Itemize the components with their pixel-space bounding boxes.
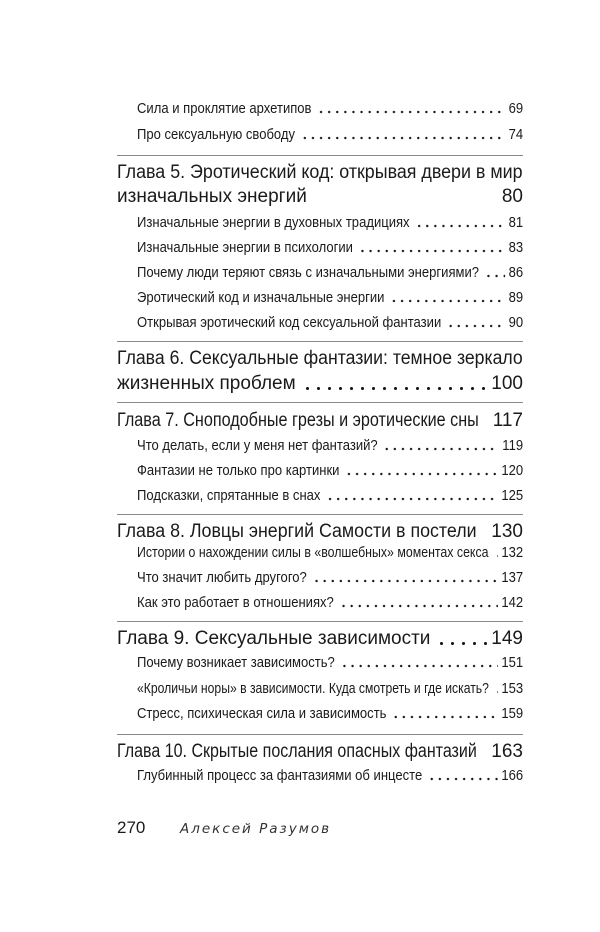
toc-entry-title: Почему люди теряют связь с изначальными энергиями? [137, 265, 480, 281]
toc-entry-page: 69 [508, 101, 524, 117]
toc-entry[interactable] [137, 654, 523, 671]
dot-leader [312, 569, 498, 583]
chapter-title-line[interactable] [117, 186, 523, 208]
toc-entry-page: 90 [508, 315, 524, 331]
divider [117, 155, 523, 156]
toc-entry-title: Как это работает в отношениях? [137, 595, 334, 611]
chapter-title-line[interactable] [117, 373, 523, 395]
chapter-title-cont: изначальных энергий [117, 186, 307, 207]
toc-entry[interactable] [137, 437, 523, 454]
chapter-page: 149 [491, 628, 523, 649]
dot-leader [313, 190, 498, 204]
toc-entry[interactable] [137, 680, 523, 697]
chapter-title-line[interactable] [117, 628, 523, 650]
toc-entry-page: 89 [508, 290, 524, 306]
divider [117, 514, 523, 515]
toc-entry-page: 142 [501, 595, 524, 611]
chapter-title-line[interactable] [117, 348, 523, 370]
toc-entry-title: Открывая эротический код сексуальной фантазии [137, 315, 442, 331]
dot-leader [302, 377, 488, 391]
chapter-title-line[interactable] [117, 521, 523, 543]
toc-entry-page: 83 [508, 240, 524, 256]
divider [117, 341, 523, 342]
dot-leader [484, 264, 505, 278]
divider [117, 402, 523, 403]
dot-leader [317, 100, 505, 114]
toc-entry-page: 119 [502, 438, 524, 454]
toc-entry-page: 153 [501, 681, 524, 697]
chapter-title: Глава 7. Сноподобные грезы и эротические сны [117, 410, 479, 431]
chapter-title-line[interactable] [117, 741, 523, 763]
toc-entry-title: Эротический код и изначальные энергии [137, 290, 385, 306]
toc-entry-page: 74 [508, 127, 524, 143]
toc-entry-page: 81 [508, 215, 524, 231]
toc-entry-title: «Кроличьи норы» в зависимости. Куда смотреть и где искать? [137, 681, 489, 697]
toc-entry-title: Что делать, если у меня нет фантазий? [137, 438, 378, 454]
dot-leader [436, 632, 487, 646]
chapter-title: Глава 6. Сексуальные фантазии: темное зеркало [117, 348, 523, 369]
toc-entry[interactable] [137, 569, 523, 586]
chapter-page: 163 [491, 741, 523, 762]
dot-leader [494, 680, 497, 694]
toc-entry-title: Стресс, психическая сила и зависимость [137, 706, 387, 722]
toc-entry-page: 159 [501, 706, 524, 722]
toc-entry[interactable] [137, 462, 523, 479]
running-footer-author: Алексей Разумов [180, 821, 332, 837]
toc-entry-page: 132 [501, 545, 524, 561]
dot-leader [415, 214, 505, 228]
chapter-title-line[interactable] [117, 162, 523, 184]
toc-entry-page: 151 [501, 655, 524, 671]
chapter-page: 100 [491, 373, 523, 394]
dot-leader [340, 654, 498, 668]
dot-leader [390, 289, 505, 303]
dot-leader [447, 314, 505, 328]
toc-entry[interactable] [137, 314, 523, 331]
toc-entry[interactable] [137, 289, 523, 306]
dot-leader [485, 414, 489, 428]
dot-leader [392, 705, 498, 719]
toc-entry-page: 137 [501, 570, 524, 586]
toc-entry[interactable] [137, 126, 523, 143]
toc-entry[interactable] [137, 487, 523, 504]
dot-leader [428, 767, 498, 781]
toc-entry-title: Что значит любить другого? [137, 570, 307, 586]
chapter-title-line[interactable] [117, 410, 523, 432]
chapter-title: Глава 5. Эротический код: открывая двери в мир [117, 162, 523, 183]
dot-leader [483, 745, 487, 759]
dot-leader [326, 487, 498, 501]
toc-entry-title: Сила и проклятие архетипов [137, 101, 312, 117]
dot-leader [383, 437, 499, 451]
toc-entry[interactable] [137, 214, 523, 231]
chapter-title: Глава 8. Ловцы энергий Самости в постели [117, 521, 477, 542]
toc-entry[interactable] [137, 100, 523, 117]
toc-entry-title: Почему возникает зависимость? [137, 655, 335, 671]
page-number: 270 [117, 818, 146, 837]
toc-entry[interactable] [137, 705, 523, 722]
toc-entry-title: Истории о нахождении силы в «волшебных» моментах секса [137, 545, 489, 561]
chapter-page: 117 [492, 410, 523, 431]
dot-leader [494, 544, 497, 558]
toc-entry-title: Изначальные энергии в психологии [137, 240, 353, 256]
toc-entry-title: Глубинный процесс за фантазиями об инцесте [137, 768, 423, 784]
toc-entry-page: 86 [508, 265, 524, 281]
dot-leader [358, 239, 505, 253]
toc-entry[interactable] [137, 544, 523, 561]
divider [117, 621, 523, 622]
toc-entry[interactable] [137, 264, 523, 281]
dot-leader [345, 462, 498, 476]
toc-entry-title: Изначальные энергии в духовных традициях [137, 215, 410, 231]
chapter-title-cont: жизненных проблем [117, 373, 296, 394]
chapter-title: Глава 10. Скрытые послания опасных фантазий [117, 741, 477, 762]
toc-entry[interactable] [137, 767, 523, 784]
dot-leader [300, 126, 505, 140]
toc-entry-page: 120 [501, 463, 524, 479]
chapter-title: Глава 9. Сексуальные зависимости [117, 628, 431, 649]
toc-entry-title: Про сексуальную свободу [137, 127, 296, 143]
dot-leader [483, 525, 487, 539]
toc-entry[interactable] [137, 239, 523, 256]
toc-entry[interactable] [137, 594, 523, 611]
toc-entry-page: 125 [501, 488, 524, 504]
chapter-page: 130 [491, 521, 523, 542]
toc-entry-title: Фантазии не только про картинки [137, 463, 340, 479]
chapter-page: 80 [501, 186, 523, 207]
divider [117, 734, 523, 735]
dot-leader [339, 594, 498, 608]
toc-entry-page: 166 [501, 768, 524, 784]
toc-entry-title: Подсказки, спрятанные в снах [137, 488, 321, 504]
